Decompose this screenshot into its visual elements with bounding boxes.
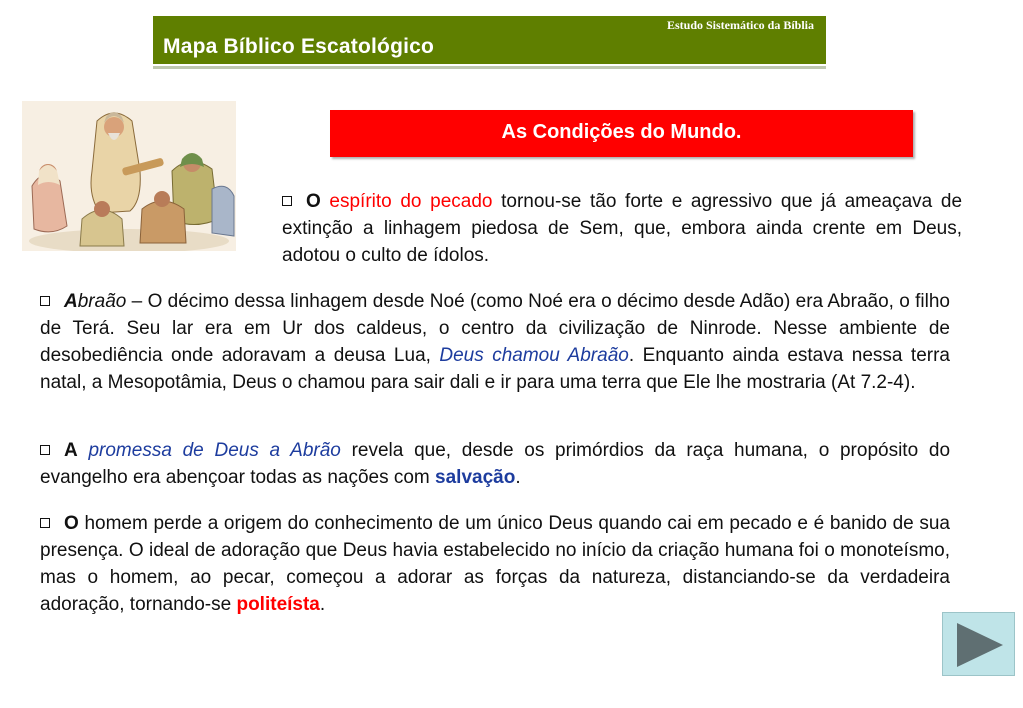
- body-text: . Enquanto ainda estava nessa terra natal, a Mesopotâmia, Deus o chamou para sair dali e ir para uma terra que Ele lhe mostraria (At 7.2-4).: [40, 345, 950, 393]
- header-divider: [153, 66, 826, 69]
- next-slide-button[interactable]: [942, 612, 1015, 676]
- paragraph-sin-spirit: [282, 188, 962, 269]
- paragraph-promise: [40, 437, 950, 491]
- checkbox-bullet-icon: [282, 196, 292, 206]
- play-next-icon: [955, 621, 1005, 669]
- header-subtitle: Estudo Sistemático da Bíblia: [666, 18, 814, 32]
- highlight-text: Deus chamou Abraão: [439, 345, 629, 366]
- emphasis-text: salvação: [435, 467, 516, 488]
- header-bar: [153, 16, 826, 64]
- lead-word: A: [64, 440, 78, 461]
- checkbox-bullet-icon: [40, 445, 50, 455]
- page-title: Mapa Bíblico Escatológico: [163, 35, 435, 58]
- lead-rest: braão: [77, 291, 127, 312]
- paragraph-polytheism: [40, 510, 950, 618]
- lead-initial: A: [64, 291, 78, 312]
- body-text: – O décimo dessa linhagem desde Noé (como Noé era o décimo desde Adão) era Abraão, o filho de Terá. Seu lar era em Ur dos caldeus, o centro da civilização de Ninrode. Nesse ambiente de desobediência onde adoravam a deusa Lua,: [40, 291, 950, 366]
- biblical-scene-illustration: [22, 101, 236, 251]
- body-text: .: [319, 594, 326, 615]
- body-text: .: [515, 467, 521, 488]
- body-text: revela que, desde os primórdios da raça humana, o propósito do evangelho era abençoar todas as nações com: [40, 440, 951, 488]
- checkbox-bullet-icon: [40, 518, 50, 528]
- section-title: As Condições do Mundo.: [330, 110, 913, 157]
- body-text: tornou-se tão forte e agressivo que já ameaçava de extinção a linhagem piedosa de Sem, que, embora ainda crente em Deus, adotou o culto de ídolos.: [282, 191, 963, 266]
- highlight-text: espírito do pecado: [329, 191, 493, 212]
- checkbox-bullet-icon: [40, 296, 50, 306]
- highlight-text: promessa de Deus a Abrão: [88, 440, 341, 461]
- paragraph-abraham: [40, 288, 950, 396]
- emphasis-text: politeísta: [236, 594, 320, 615]
- lead-word: O: [306, 191, 321, 212]
- lead-word: O: [64, 513, 79, 534]
- body-text: homem perde a origem do conhecimento de um único Deus quando cai em pecado e é banido de sua presença. O ideal de adoração que Deus havia estabelecido no início da criação humana foi o monoteísmo, mas o homem, ao pecar, começou a adorar as forças da natureza, distanciando-se da verdadeira adoração, tornando-se: [40, 513, 950, 615]
